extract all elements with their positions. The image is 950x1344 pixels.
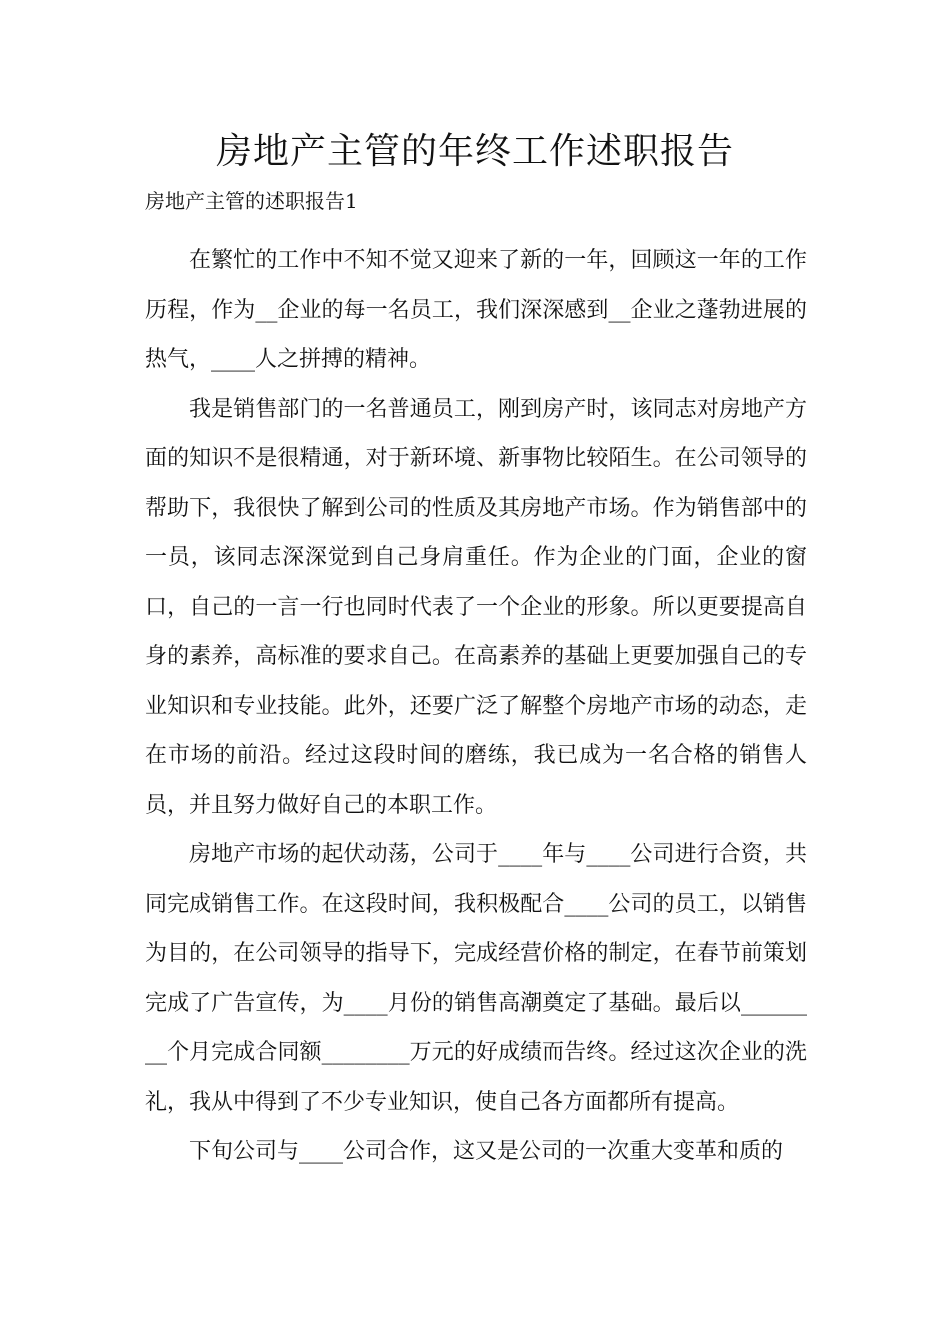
paragraph: 我是销售部门的一名普通员工，刚到房产时，该同志对房地产方面的知识不是很精通，对于新环境、新事物比较陌生。在公司领导的帮助下，我很快了解到公司的性质及其房地产市场。作为销售部中的一员，该同志深深觉到自己身肩重任。作为企业的门面，企业的窗口，自己的一言一行也同时代表了一个企业的形象。所以更要提高自身的素养，高标准的要求自己。在高素养的基础上更要加强自己的专业知识和专业技能。此外，还要广泛了解整个房地产市场的动态，走在市场的前沿。经过这段时间的磨练，我已成为一名合格的销售人员，并且努力做好自己的本职工作。 xyxy=(145,396,807,818)
paragraph: 在繁忙的工作中不知不觉又迎来了新的一年，回顾这一年的工作历程，作为__企业的每一名员工，我们深深感到__企业之蓬勃进展的热气，____人之拼搏的精神。 xyxy=(145,248,807,372)
paragraph: 房地产市场的起伏动荡，公司于____年与____公司进行合资，共同完成销售工作。在这段时间，我积极配合____公司的员工，以销售为目的，在公司领导的指导下，完成经营价格的制定，在春节前策划完成了广告宣传，为____月份的销售高潮奠定了基础。最后以________个月完成合同额________万元的好成绩而告终。经过这次企业的洗礼，我从中得到了不少专业知识，使自己各方面都所有提高。 xyxy=(145,842,807,1115)
section-subtitle: 房地产主管的述职报告1 xyxy=(145,189,358,213)
document-body xyxy=(145,236,807,1177)
paragraph: 下旬公司与____公司合作，这又是公司的一次重大变革和质的 xyxy=(189,1139,784,1164)
document-title: 房地产主管的年终工作述职报告 xyxy=(215,131,734,172)
